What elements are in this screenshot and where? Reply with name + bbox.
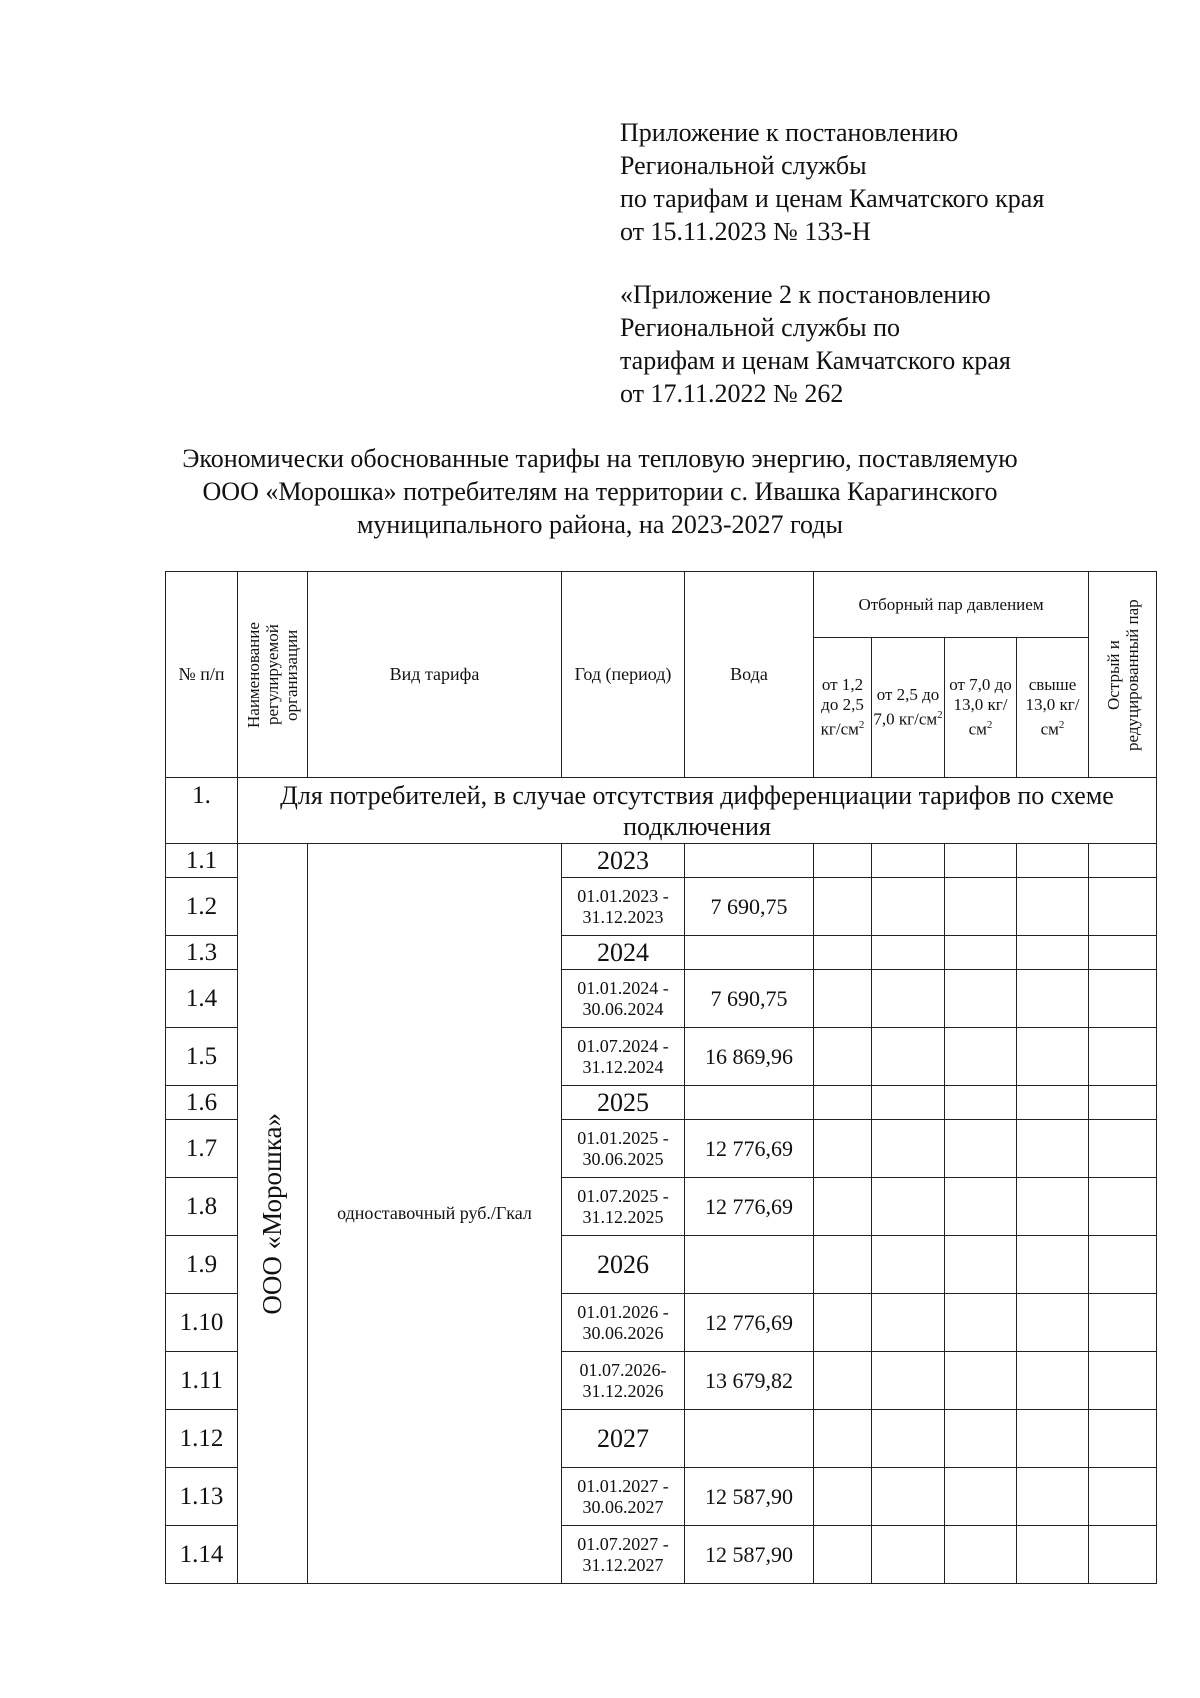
row-period: 2024 bbox=[562, 936, 685, 970]
row-num: 1.1 bbox=[166, 844, 238, 878]
row-steam-4 bbox=[1017, 844, 1089, 878]
row-steam-1 bbox=[814, 1120, 872, 1178]
row-sharp-steam bbox=[1089, 1178, 1157, 1236]
row-steam-3 bbox=[945, 1120, 1017, 1178]
row-period: 01.01.2024 - 30.06.2024 bbox=[562, 970, 685, 1028]
header-org-label: Наименование регулируемой организации bbox=[244, 621, 301, 728]
row-sharp-steam bbox=[1089, 1236, 1157, 1294]
row-steam-1 bbox=[814, 1236, 872, 1294]
row-num: 1.5 bbox=[166, 1028, 238, 1086]
appendix-line: «Приложение 2 к постановлению bbox=[620, 280, 991, 309]
row-period: 01.01.2023 - 31.12.2023 bbox=[562, 878, 685, 936]
row-steam-4 bbox=[1017, 936, 1089, 970]
header-steam-group: Отборный пар давлением bbox=[814, 572, 1089, 638]
row-steam-3 bbox=[945, 1086, 1017, 1120]
header-row-1 bbox=[166, 572, 1157, 638]
row-steam-1 bbox=[814, 1086, 872, 1120]
row-num: 1.9 bbox=[166, 1236, 238, 1294]
row-num: 1.11 bbox=[166, 1352, 238, 1410]
appendix-line: по тарифам и ценам Камчатского края bbox=[620, 184, 1045, 213]
header-tariff-type: Вид тарифа bbox=[308, 572, 562, 778]
row-steam-2 bbox=[872, 878, 945, 936]
header-steam-1-label: от 1,2 до 2,5 кг/см bbox=[820, 675, 864, 739]
header-steam-3-sup: 2 bbox=[986, 719, 993, 732]
row-steam-3 bbox=[945, 1410, 1017, 1468]
row-water bbox=[685, 1236, 814, 1294]
row-steam-4 bbox=[1017, 1086, 1089, 1120]
row-steam-1 bbox=[814, 1526, 872, 1584]
header-org bbox=[238, 572, 308, 778]
row-steam-2 bbox=[872, 1178, 945, 1236]
row-sharp-steam bbox=[1089, 970, 1157, 1028]
appendix-line: от 15.11.2023 № 133-Н bbox=[620, 217, 871, 246]
row-steam-3 bbox=[945, 1236, 1017, 1294]
row-steam-4 bbox=[1017, 1468, 1089, 1526]
row-steam-2 bbox=[872, 1352, 945, 1410]
row-period: 01.07.2024 - 31.12.2024 bbox=[562, 1028, 685, 1086]
row-steam-2 bbox=[872, 1526, 945, 1584]
row-period: 2027 bbox=[562, 1410, 685, 1468]
row-num: 1.3 bbox=[166, 936, 238, 970]
row-steam-1 bbox=[814, 1294, 872, 1352]
row-steam-2 bbox=[872, 1294, 945, 1352]
row-steam-1 bbox=[814, 1352, 872, 1410]
row-sharp-steam bbox=[1089, 1120, 1157, 1178]
row-steam-1 bbox=[814, 844, 872, 878]
row-sharp-steam bbox=[1089, 1410, 1157, 1468]
row-steam-3 bbox=[945, 1028, 1017, 1086]
appendix-line: Региональной службы bbox=[620, 151, 867, 180]
row-period: 01.07.2027 - 31.12.2027 bbox=[562, 1526, 685, 1584]
appendix-line: от 17.11.2022 № 262 bbox=[620, 379, 844, 408]
row-water bbox=[685, 1410, 814, 1468]
row-steam-3 bbox=[945, 878, 1017, 936]
row-steam-2 bbox=[872, 1236, 945, 1294]
row-steam-1 bbox=[814, 1028, 872, 1086]
row-sharp-steam bbox=[1089, 844, 1157, 878]
row-sharp-steam bbox=[1089, 1294, 1157, 1352]
row-num: 1.14 bbox=[166, 1526, 238, 1584]
row-steam-4 bbox=[1017, 878, 1089, 936]
appendix-line: Региональной службы по bbox=[620, 313, 900, 342]
header-steam-1-sup: 2 bbox=[858, 719, 865, 732]
row-num: 1.4 bbox=[166, 970, 238, 1028]
row-num: 1.10 bbox=[166, 1294, 238, 1352]
title-line: Экономически обоснованные тарифы на тепловую энергию, поставляемую bbox=[182, 444, 1018, 473]
row-num: 1.13 bbox=[166, 1468, 238, 1526]
row-period: 01.01.2027 - 30.06.2027 bbox=[562, 1468, 685, 1526]
header-steam-2-sup: 2 bbox=[937, 709, 943, 722]
row-period: 01.07.2026- 31.12.2026 bbox=[562, 1352, 685, 1410]
row-period: 2026 bbox=[562, 1236, 685, 1294]
row-steam-4 bbox=[1017, 1526, 1089, 1584]
appendix-reference-previous bbox=[620, 278, 1140, 410]
title-line: ООО «Морошка» потребителям на территории с. Ивашка Карагинского bbox=[202, 477, 998, 506]
row-steam-4 bbox=[1017, 1178, 1089, 1236]
row-steam-1 bbox=[814, 970, 872, 1028]
section-num: 1. bbox=[166, 778, 238, 844]
row-num: 1.12 bbox=[166, 1410, 238, 1468]
row-steam-3 bbox=[945, 1468, 1017, 1526]
row-steam-3 bbox=[945, 1294, 1017, 1352]
row-steam-2 bbox=[872, 936, 945, 970]
header-steam-4-label: свыше 13,0 кг/см bbox=[1025, 675, 1080, 739]
row-water bbox=[685, 844, 814, 878]
appendix-reference-current bbox=[620, 116, 1140, 248]
row-period: 2025 bbox=[562, 1086, 685, 1120]
row-steam-2 bbox=[872, 1120, 945, 1178]
row-sharp-steam bbox=[1089, 1468, 1157, 1526]
header-steam-3-label: от 7,0 до 13,0 кг/см bbox=[949, 675, 1012, 739]
row-period: 01.01.2025 - 30.06.2025 bbox=[562, 1120, 685, 1178]
row-steam-3 bbox=[945, 970, 1017, 1028]
row-water: 16 869,96 bbox=[685, 1028, 814, 1086]
row-water bbox=[685, 936, 814, 970]
row-steam-2 bbox=[872, 844, 945, 878]
row-water: 12 776,69 bbox=[685, 1178, 814, 1236]
tariff-table bbox=[165, 571, 1157, 1584]
row-steam-4 bbox=[1017, 1120, 1089, 1178]
header-sharp-steam-label: Острый и редуцированный пар bbox=[1103, 598, 1142, 751]
row-steam-1 bbox=[814, 1410, 872, 1468]
row-water bbox=[685, 1086, 814, 1120]
row-steam-3 bbox=[945, 844, 1017, 878]
section-title: Для потребителей, в случае отсутствия дифференциации тарифов по схеме подключения bbox=[238, 778, 1157, 844]
row-num: 1.2 bbox=[166, 878, 238, 936]
section-row bbox=[166, 778, 1157, 844]
header-year: Год (период) bbox=[562, 572, 685, 778]
row-steam-1 bbox=[814, 1178, 872, 1236]
header-steam-2 bbox=[872, 638, 945, 778]
row-steam-2 bbox=[872, 1410, 945, 1468]
header-steam-3 bbox=[945, 638, 1017, 778]
appendix-line: тарифам и ценам Камчатского края bbox=[620, 346, 1011, 375]
row-num: 1.6 bbox=[166, 1086, 238, 1120]
row-steam-2 bbox=[872, 1468, 945, 1526]
document-title bbox=[150, 442, 1050, 541]
row-water: 12 776,69 bbox=[685, 1120, 814, 1178]
row-sharp-steam bbox=[1089, 1028, 1157, 1086]
row-period: 01.07.2025 - 31.12.2025 bbox=[562, 1178, 685, 1236]
row-steam-1 bbox=[814, 1468, 872, 1526]
row-sharp-steam bbox=[1089, 1352, 1157, 1410]
row-steam-4 bbox=[1017, 1236, 1089, 1294]
row-water: 12 776,69 bbox=[685, 1294, 814, 1352]
row-water: 12 587,90 bbox=[685, 1526, 814, 1584]
header-num: № п/п bbox=[166, 572, 238, 778]
header-steam-4-sup: 2 bbox=[1058, 719, 1065, 732]
row-steam-4 bbox=[1017, 1352, 1089, 1410]
header-water: Вода bbox=[685, 572, 814, 778]
header-steam-1 bbox=[814, 638, 872, 778]
table-row bbox=[166, 844, 1157, 878]
row-steam-4 bbox=[1017, 1294, 1089, 1352]
tariff-type-cell: одноставочный руб./Гкал bbox=[308, 844, 562, 1584]
row-water: 12 587,90 bbox=[685, 1468, 814, 1526]
row-sharp-steam bbox=[1089, 878, 1157, 936]
row-steam-4 bbox=[1017, 1028, 1089, 1086]
row-num: 1.8 bbox=[166, 1178, 238, 1236]
header-steam-4 bbox=[1017, 638, 1089, 778]
row-period: 01.01.2026 - 30.06.2026 bbox=[562, 1294, 685, 1352]
header-steam-2-label: от 2,5 до 7,0 кг/см bbox=[873, 685, 940, 729]
row-period: 2023 bbox=[562, 844, 685, 878]
header-sharp-steam bbox=[1089, 572, 1157, 778]
row-steam-3 bbox=[945, 1526, 1017, 1584]
row-steam-1 bbox=[814, 878, 872, 936]
row-steam-2 bbox=[872, 1086, 945, 1120]
row-water: 13 679,82 bbox=[685, 1352, 814, 1410]
row-steam-4 bbox=[1017, 970, 1089, 1028]
row-steam-3 bbox=[945, 1178, 1017, 1236]
row-water: 7 690,75 bbox=[685, 970, 814, 1028]
row-steam-1 bbox=[814, 936, 872, 970]
title-line: муниципального района, на 2023-2027 годы bbox=[356, 510, 844, 539]
row-sharp-steam bbox=[1089, 1526, 1157, 1584]
row-sharp-steam bbox=[1089, 936, 1157, 970]
row-steam-2 bbox=[872, 1028, 945, 1086]
org-name: ООО «Морошка» bbox=[257, 1112, 287, 1315]
row-steam-4 bbox=[1017, 1410, 1089, 1468]
row-steam-3 bbox=[945, 1352, 1017, 1410]
row-steam-2 bbox=[872, 970, 945, 1028]
org-name-cell bbox=[238, 844, 308, 1584]
appendix-line: Приложение к постановлению bbox=[620, 118, 959, 147]
row-sharp-steam bbox=[1089, 1086, 1157, 1120]
row-water: 7 690,75 bbox=[685, 878, 814, 936]
row-steam-3 bbox=[945, 936, 1017, 970]
row-num: 1.7 bbox=[166, 1120, 238, 1178]
